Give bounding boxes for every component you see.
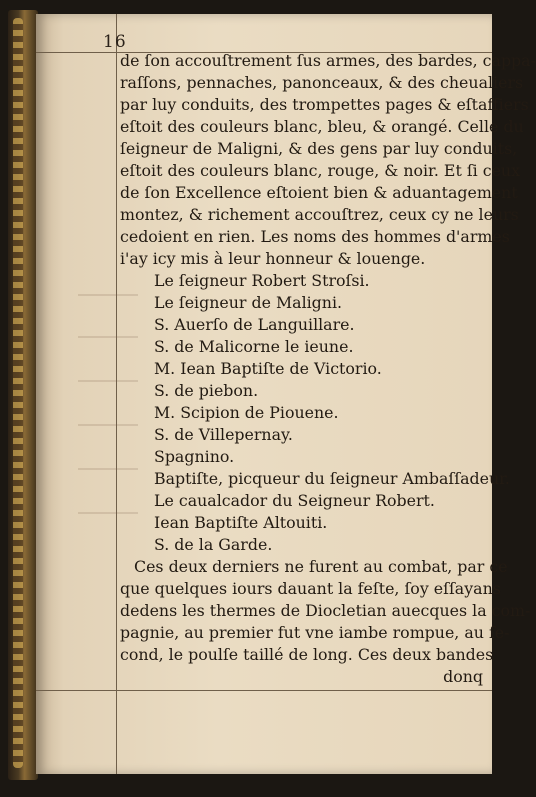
name-list-item: Spagnino. <box>154 447 235 466</box>
name-list-item: Baptiſte, picqueur du ſeigneur Ambaſſadeur. <box>154 469 510 488</box>
text-line: montez, & richement accouſtrez, ceux cy ne leurs <box>120 205 519 224</box>
name-list-item: S. Auerſo de Languillare. <box>154 315 355 334</box>
name-list-item: Le ſeigneur de Maligni. <box>154 293 343 312</box>
text-line: i'ay icy mis à leur honneur & louenge. <box>120 249 426 268</box>
text-line: que quelques iours dauant la feſte, ſoy eſſayans <box>120 579 501 598</box>
name-list-item: S. de Villepernay. <box>154 425 293 444</box>
catchword: donq <box>443 667 483 686</box>
name-list-item: S. de piebon. <box>154 381 259 400</box>
page-number: 16 <box>103 32 127 52</box>
text-line: cedoient en rien. Les noms des hommes d'armes <box>120 227 510 246</box>
name-list-item: M. Scipion de Piouene. <box>154 403 339 422</box>
text-line: de ſon Excellence eſtoient bien & aduantagement <box>120 183 518 202</box>
name-list-item: Le caualcador du Seigneur Robert. <box>154 491 435 510</box>
name-list-item: S. de Malicorne le ieune. <box>154 337 354 356</box>
name-list-item: Le ſeigneur Robert Stroſsi. <box>154 271 370 290</box>
text-line: par luy conduits, des trompettes pages & eſtaffiers <box>120 95 529 114</box>
text-line: Ces deux derniers ne furent au combat, par ce <box>134 557 508 576</box>
text-line: cond, le poulſe taillé de long. Ces deux bandes <box>120 645 494 664</box>
text-line: raſſons, pennaches, panonceaux, & des cheualiers <box>120 73 524 92</box>
name-list-item: S. de la Garde. <box>154 535 273 554</box>
text-line: eſtoit des couleurs blanc, rouge, & noir. Et ſi ceux <box>120 161 521 180</box>
name-list-item: M. Iean Baptiſte de Victorio. <box>154 359 382 378</box>
body-text <box>120 50 536 688</box>
text-line: de ſon accouſtrement ſus armes, des bardes, cappa- <box>120 51 536 70</box>
gilt-edge-decoration <box>13 18 23 768</box>
text-line: pagnie, au premier fut vne iambe rompue, au ſe- <box>120 623 510 642</box>
text-line: ſeigneur de Maligni, & des gens par luy conduits, <box>120 139 518 158</box>
name-list-item: Iean Baptiſte Altouiti. <box>154 513 328 532</box>
footer-rule <box>36 690 492 691</box>
text-line: dedens les thermes de Diocletian auecques la com- <box>120 601 531 620</box>
text-line: eſtoit des couleurs blanc, bleu, & orangé. Celle du <box>120 117 524 136</box>
